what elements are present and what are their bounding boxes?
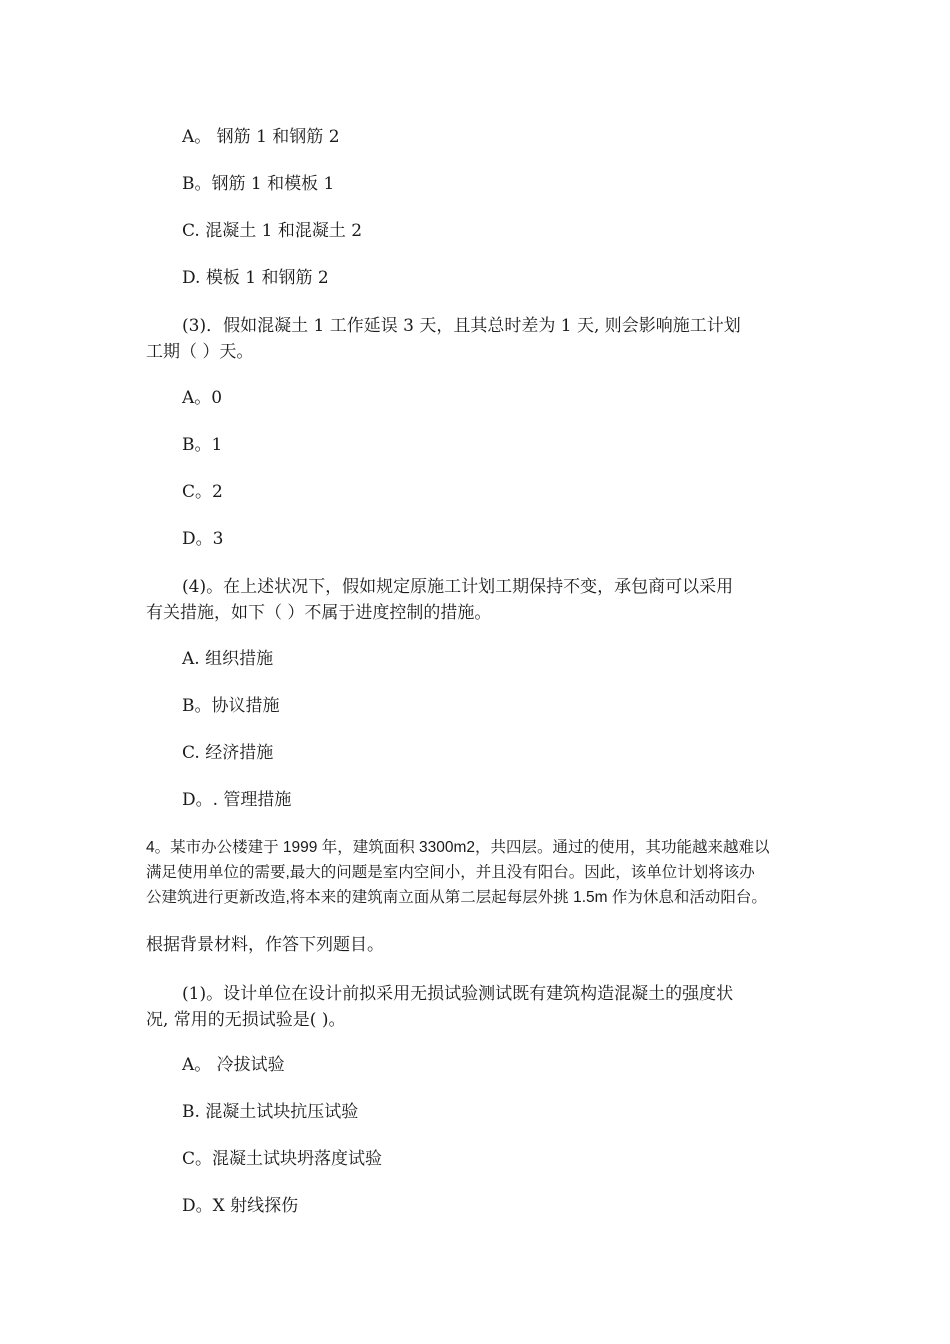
case4-q1-stem-line2: 况, 常用的无损试验是( )。 <box>146 1010 346 1030</box>
case4-q1-stem-line1: (1)。设计单位在设计前拟采用无损试验测试既有建筑构造混凝土的强度状 <box>182 984 734 1004</box>
case4-background-line2: 满足使用单位的需要,最大的问题是室内空间小，并且没有阳台。因此，该单位计划将该办 <box>146 864 755 881</box>
q2-option-a: A。 钢筋 1 和钢筋 2 <box>182 127 340 147</box>
q2-option-c: C. 混凝土 1 和混凝土 2 <box>182 221 363 241</box>
q3-option-c: C。2 <box>182 482 223 502</box>
q3-stem-line1: (3)．假如混凝土 1 工作延误 3 天，且其总时差为 1 天, 则会影响施工计划 <box>182 316 741 336</box>
case4-q1-option-a: A。 冷拔试验 <box>182 1055 285 1075</box>
q4-stem-line1: (4)。在上述状况下，假如规定原施工计划工期保持不变，承包商可以采用 <box>182 577 734 597</box>
q2-option-d: D. 模板 1 和钢筋 2 <box>182 268 329 288</box>
q3-option-a: A。0 <box>182 388 223 408</box>
case4-q1-option-c: C。混凝土试块坍落度试验 <box>182 1149 383 1169</box>
q4-option-b: B。协议措施 <box>182 696 280 716</box>
case4-prompt: 根据背景材料，作答下列题目。 <box>146 935 384 955</box>
q3-option-d: D。3 <box>182 529 224 549</box>
q2-option-b: B。钢筋 1 和模板 1 <box>182 174 335 194</box>
case4-q1-option-b: B. 混凝土试块抗压试验 <box>182 1102 359 1122</box>
q3-stem-line2: 工期（ ）天。 <box>146 342 254 362</box>
case4-background-line3: 公建筑进行更新改造,将本来的建筑南立面从第二层起每层外挑 1.5m 作为休息和活动阳台。 <box>146 889 767 906</box>
case4-background-line1: 4。某市办公楼建于 1999 年，建筑面积 3300m2，共四层。通过的使用，其功能越来越难以 <box>146 839 770 856</box>
q4-option-d: D。. 管理措施 <box>182 790 292 810</box>
q4-option-a: A. 组织措施 <box>182 649 274 669</box>
q4-stem-line2: 有关措施，如下（ ）不属于进度控制的措施。 <box>146 603 492 623</box>
q3-option-b: B。1 <box>182 435 223 455</box>
q4-option-c: C. 经济措施 <box>182 743 274 763</box>
case4-q1-option-d: D。X 射线探伤 <box>182 1196 299 1216</box>
